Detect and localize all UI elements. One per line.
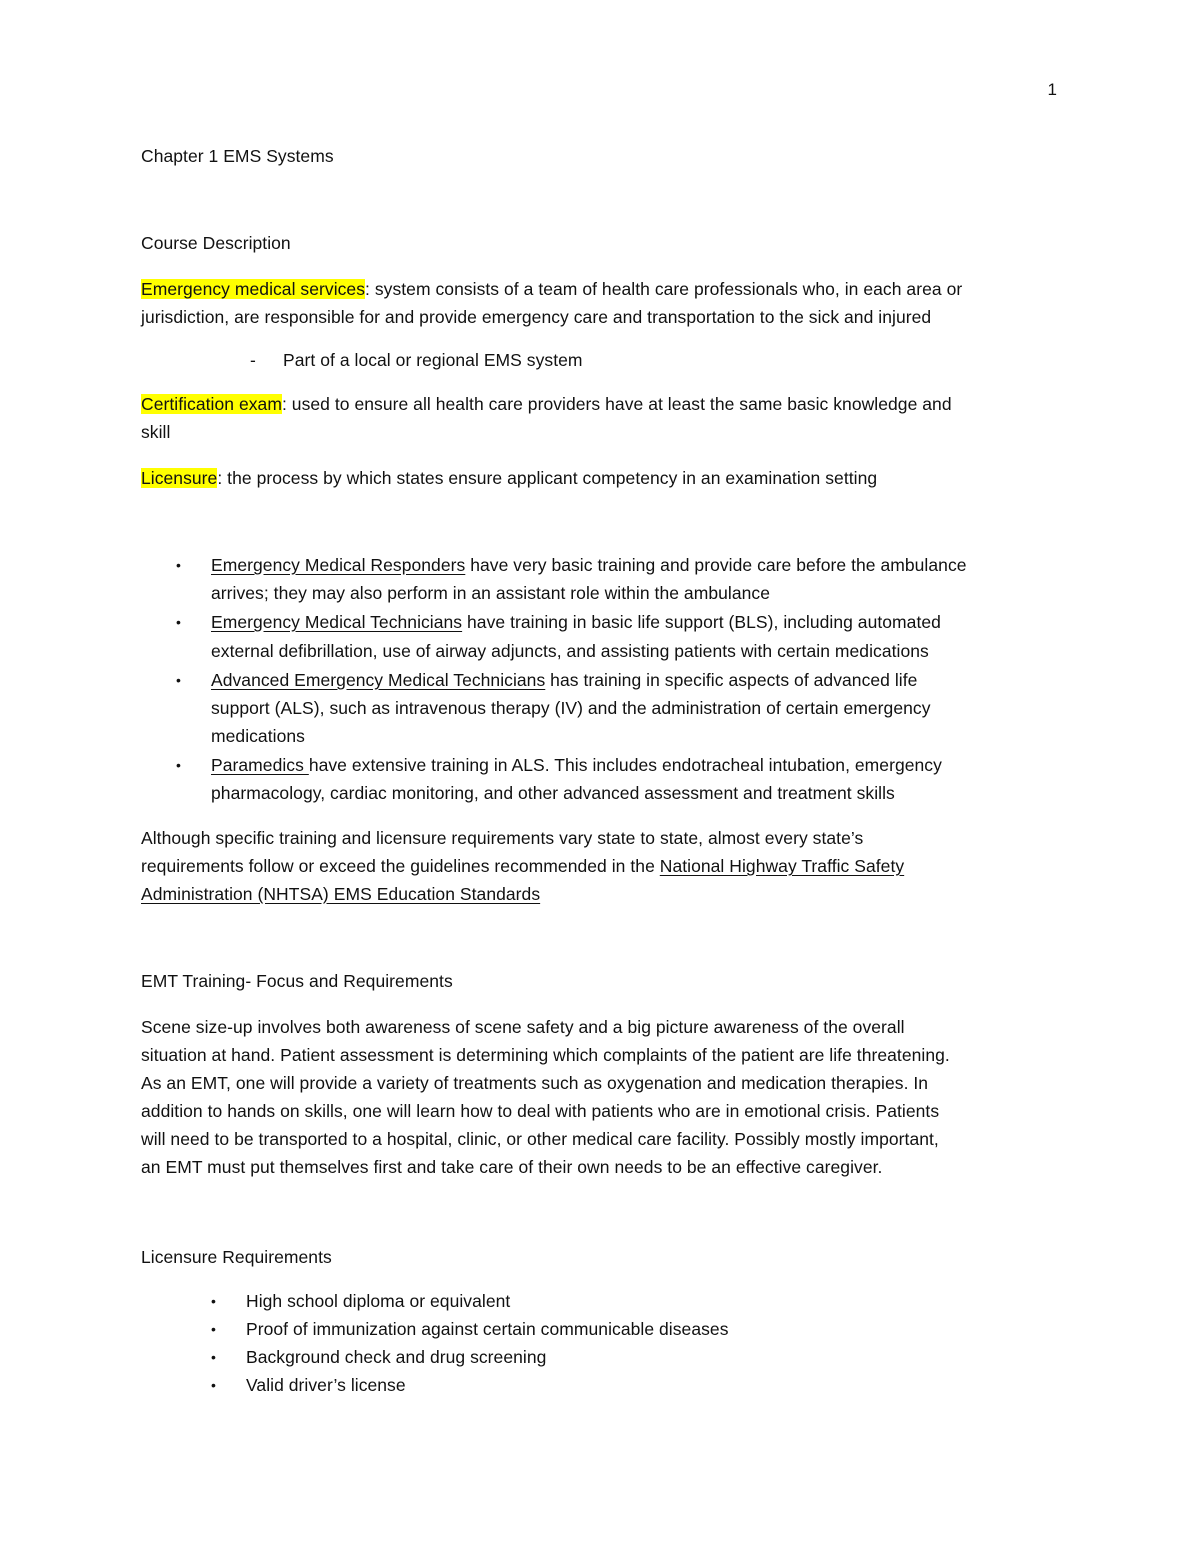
emt-paragraph-line: will need to be transported to a hospital, clinic, or other medical care facility. Possibly mostly important,	[141, 1129, 939, 1149]
standards-line3	[141, 880, 540, 908]
highlighted-term: Certification exam	[141, 394, 282, 414]
definition-ems: Emergency medical services: system consists of a team of health care professionals who, in each area or	[141, 279, 963, 299]
emt-paragraph-line: As an EMT, one will provide a variety of treatments such as oxygenation and medication therapies. In	[141, 1073, 929, 1093]
licensure-requirement-item: Valid driver’s license	[246, 1375, 406, 1395]
licensure-requirement-item: High school diploma or equivalent	[246, 1291, 511, 1311]
provider-level-paramedic-line2: pharmacology, cardiac monitoring, and other advanced assessment and treatment skills	[211, 783, 895, 803]
provider-level-emt: Emergency Medical Technicians have training in basic life support (BLS), including automated	[211, 612, 941, 632]
standards-line2: requirements follow or exceed the guidelines recommended in the National Highway Traffic Safety	[141, 856, 905, 876]
provider-name: Advanced Emergency Medical Technicians	[211, 670, 546, 690]
chapter-title: Chapter 1 EMS Systems	[141, 146, 334, 166]
dash-marker: -	[250, 350, 256, 370]
bullet-marker: •	[211, 1349, 216, 1365]
provider-level-emt-line2: external defibrillation, use of airway adjuncts, and assisting patients with certain medications	[211, 641, 929, 661]
emt-paragraph-line: an EMT must put themselves first and take care of their own needs to be an effective caregiver.	[141, 1157, 883, 1177]
definition-licensure: Licensure: the process by which states ensure applicant competency in an examination setting	[141, 468, 878, 488]
highlighted-term: Emergency medical services	[141, 279, 366, 299]
emt-paragraph-line: addition to hands on skills, one will learn how to deal with patients who are in emotional crisis. Patients	[141, 1101, 940, 1121]
definition-certification: Certification exam: used to ensure all health care providers have at least the same basic knowledge and	[141, 394, 952, 414]
provider-level-aemt: Advanced Emergency Medical Technicians has training in specific aspects of advanced life	[211, 670, 918, 690]
definition-ems-continued: jurisdiction, are responsible for and provide emergency care and transportation to the sick and injured	[141, 307, 932, 327]
emt-paragraph-line: situation at hand. Patient assessment is determining which complaints of the patient are life threatening.	[141, 1045, 950, 1065]
ems-subitem: Part of a local or regional EMS system	[283, 350, 583, 370]
provider-level-paramedic: Paramedics have extensive training in ALS. This includes endotracheal intubation, emergency	[211, 755, 942, 775]
provider-name: Emergency Medical Technicians	[211, 612, 463, 632]
licensure-requirements-heading: Licensure Requirements	[141, 1247, 332, 1267]
highlighted-term: Licensure	[141, 468, 218, 488]
provider-level-emr-line2: arrives; they may also perform in an assistant role within the ambulance	[211, 583, 770, 603]
provider-level-emr: Emergency Medical Responders have very basic training and provide care before the ambulance	[211, 555, 967, 575]
nhtsa-standards-link: National Highway Traffic Safety	[659, 856, 905, 876]
provider-level-aemt-line2: support (ALS), such as intravenous therapy (IV) and the administration of certain emergency	[211, 698, 931, 718]
provider-name: Paramedics	[211, 755, 309, 775]
bullet-marker: •	[176, 672, 181, 688]
licensure-requirement-item: Proof of immunization against certain communicable diseases	[246, 1319, 729, 1339]
provider-name: Emergency Medical Responders	[211, 555, 466, 575]
bullet-marker: •	[211, 1293, 216, 1309]
course-description-heading: Course Description	[141, 233, 291, 253]
provider-level-aemt-line3: medications	[211, 726, 305, 746]
page-number: 1	[1047, 80, 1057, 99]
licensure-requirement-item: Background check and drug screening	[246, 1347, 547, 1367]
bullet-marker: •	[211, 1321, 216, 1337]
emt-training-heading: EMT Training- Focus and Requirements	[141, 971, 453, 991]
bullet-marker: •	[176, 614, 181, 630]
bullet-marker: •	[176, 557, 181, 573]
bullet-marker: •	[211, 1377, 216, 1393]
nhtsa-standards-link-continued: Administration (NHTSA) EMS Education Standards	[141, 884, 541, 904]
bullet-marker: •	[176, 757, 181, 773]
emt-paragraph-line: Scene size-up involves both awareness of scene safety and a big picture awareness of the overall	[141, 1017, 905, 1037]
definition-certification-continued: skill	[141, 422, 171, 442]
standards-line1: Although specific training and licensure requirements vary state to state, almost every state’s	[141, 828, 864, 848]
